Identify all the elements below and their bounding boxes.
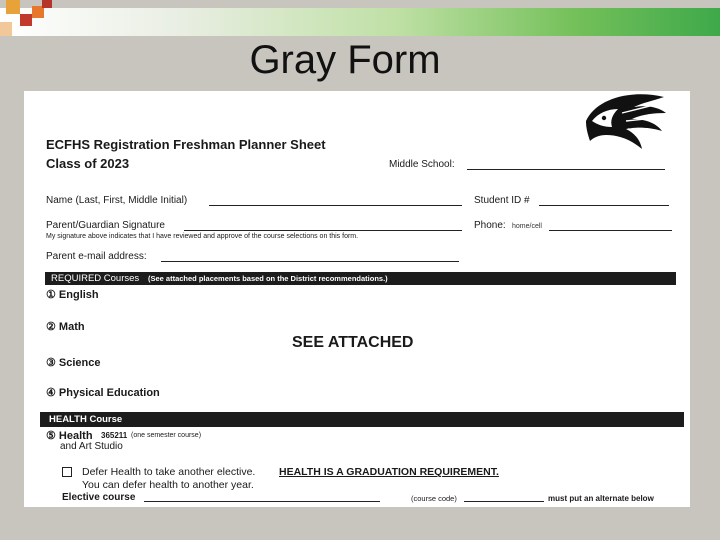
phone-label: Phone: xyxy=(474,220,506,231)
alternate-note: must put an alternate below xyxy=(548,494,654,503)
signature-note: My signature above indicates that I have reviewed and approve of the course selections on this form. xyxy=(46,233,359,240)
middle-school-field[interactable] xyxy=(467,169,665,170)
defer-health-subtext: You can defer health to another year. xyxy=(82,479,254,491)
health-header-title: HEALTH Course xyxy=(49,414,123,425)
decor-square-light xyxy=(0,22,12,36)
student-id-field[interactable] xyxy=(539,205,669,206)
defer-health-checkbox[interactable] xyxy=(62,467,72,477)
form-sheet xyxy=(24,91,690,507)
required-course-pe: ④ Physical Education xyxy=(46,387,160,399)
decor-square-red-2 xyxy=(42,0,52,8)
name-label: Name (Last, First, Middle Initial) xyxy=(46,195,188,206)
defer-health-text: Defer Health to take another elective. xyxy=(82,466,256,478)
parent-email-label: Parent e-mail address: xyxy=(46,251,147,262)
parent-signature-label: Parent/Guardian Signature xyxy=(46,220,165,231)
elective-course-field[interactable] xyxy=(144,501,380,502)
middle-school-label: Middle School: xyxy=(389,159,455,170)
elective-course-label: Elective course xyxy=(62,492,136,503)
parent-email-field[interactable] xyxy=(161,261,459,262)
defer-health-warning: HEALTH IS A GRADUATION REQUIREMENT. xyxy=(279,466,499,478)
phone-hint: home/cell xyxy=(512,223,542,230)
health-course-item: ⑤ Health xyxy=(46,430,93,442)
name-field[interactable] xyxy=(209,205,462,206)
slide-title: Gray Form xyxy=(249,38,441,82)
required-course-math: ② Math xyxy=(46,321,85,333)
required-course-english: ① English xyxy=(46,289,99,301)
health-pair-text: and Art Studio xyxy=(60,441,123,452)
required-header-note: (See attached placements based on the District recommendations.) xyxy=(148,274,388,283)
parent-signature-field[interactable] xyxy=(184,230,462,231)
phone-field[interactable] xyxy=(549,230,672,231)
required-courses-header xyxy=(45,272,676,285)
required-course-science: ③ Science xyxy=(46,357,101,369)
eagle-logo-icon xyxy=(582,91,668,153)
decor-square-orange xyxy=(6,0,20,14)
health-course-code-note: (one semester course) xyxy=(131,432,202,439)
course-code-label: (course code) xyxy=(411,494,457,503)
student-id-label: Student ID # xyxy=(474,195,530,206)
course-code-field[interactable] xyxy=(464,501,544,502)
decor-square-red xyxy=(20,14,32,26)
form-title-line1: ECFHS Registration Freshman Planner Sheet xyxy=(46,137,326,152)
see-attached-note: SEE ATTACHED xyxy=(292,334,414,351)
required-header-title: REQUIRED Courses xyxy=(51,273,140,284)
form-title-line2: Class of 2023 xyxy=(46,156,130,171)
health-course-code: 365211 xyxy=(101,431,128,440)
health-course-header xyxy=(40,412,684,427)
slide-header-gradient-bar xyxy=(0,8,720,36)
